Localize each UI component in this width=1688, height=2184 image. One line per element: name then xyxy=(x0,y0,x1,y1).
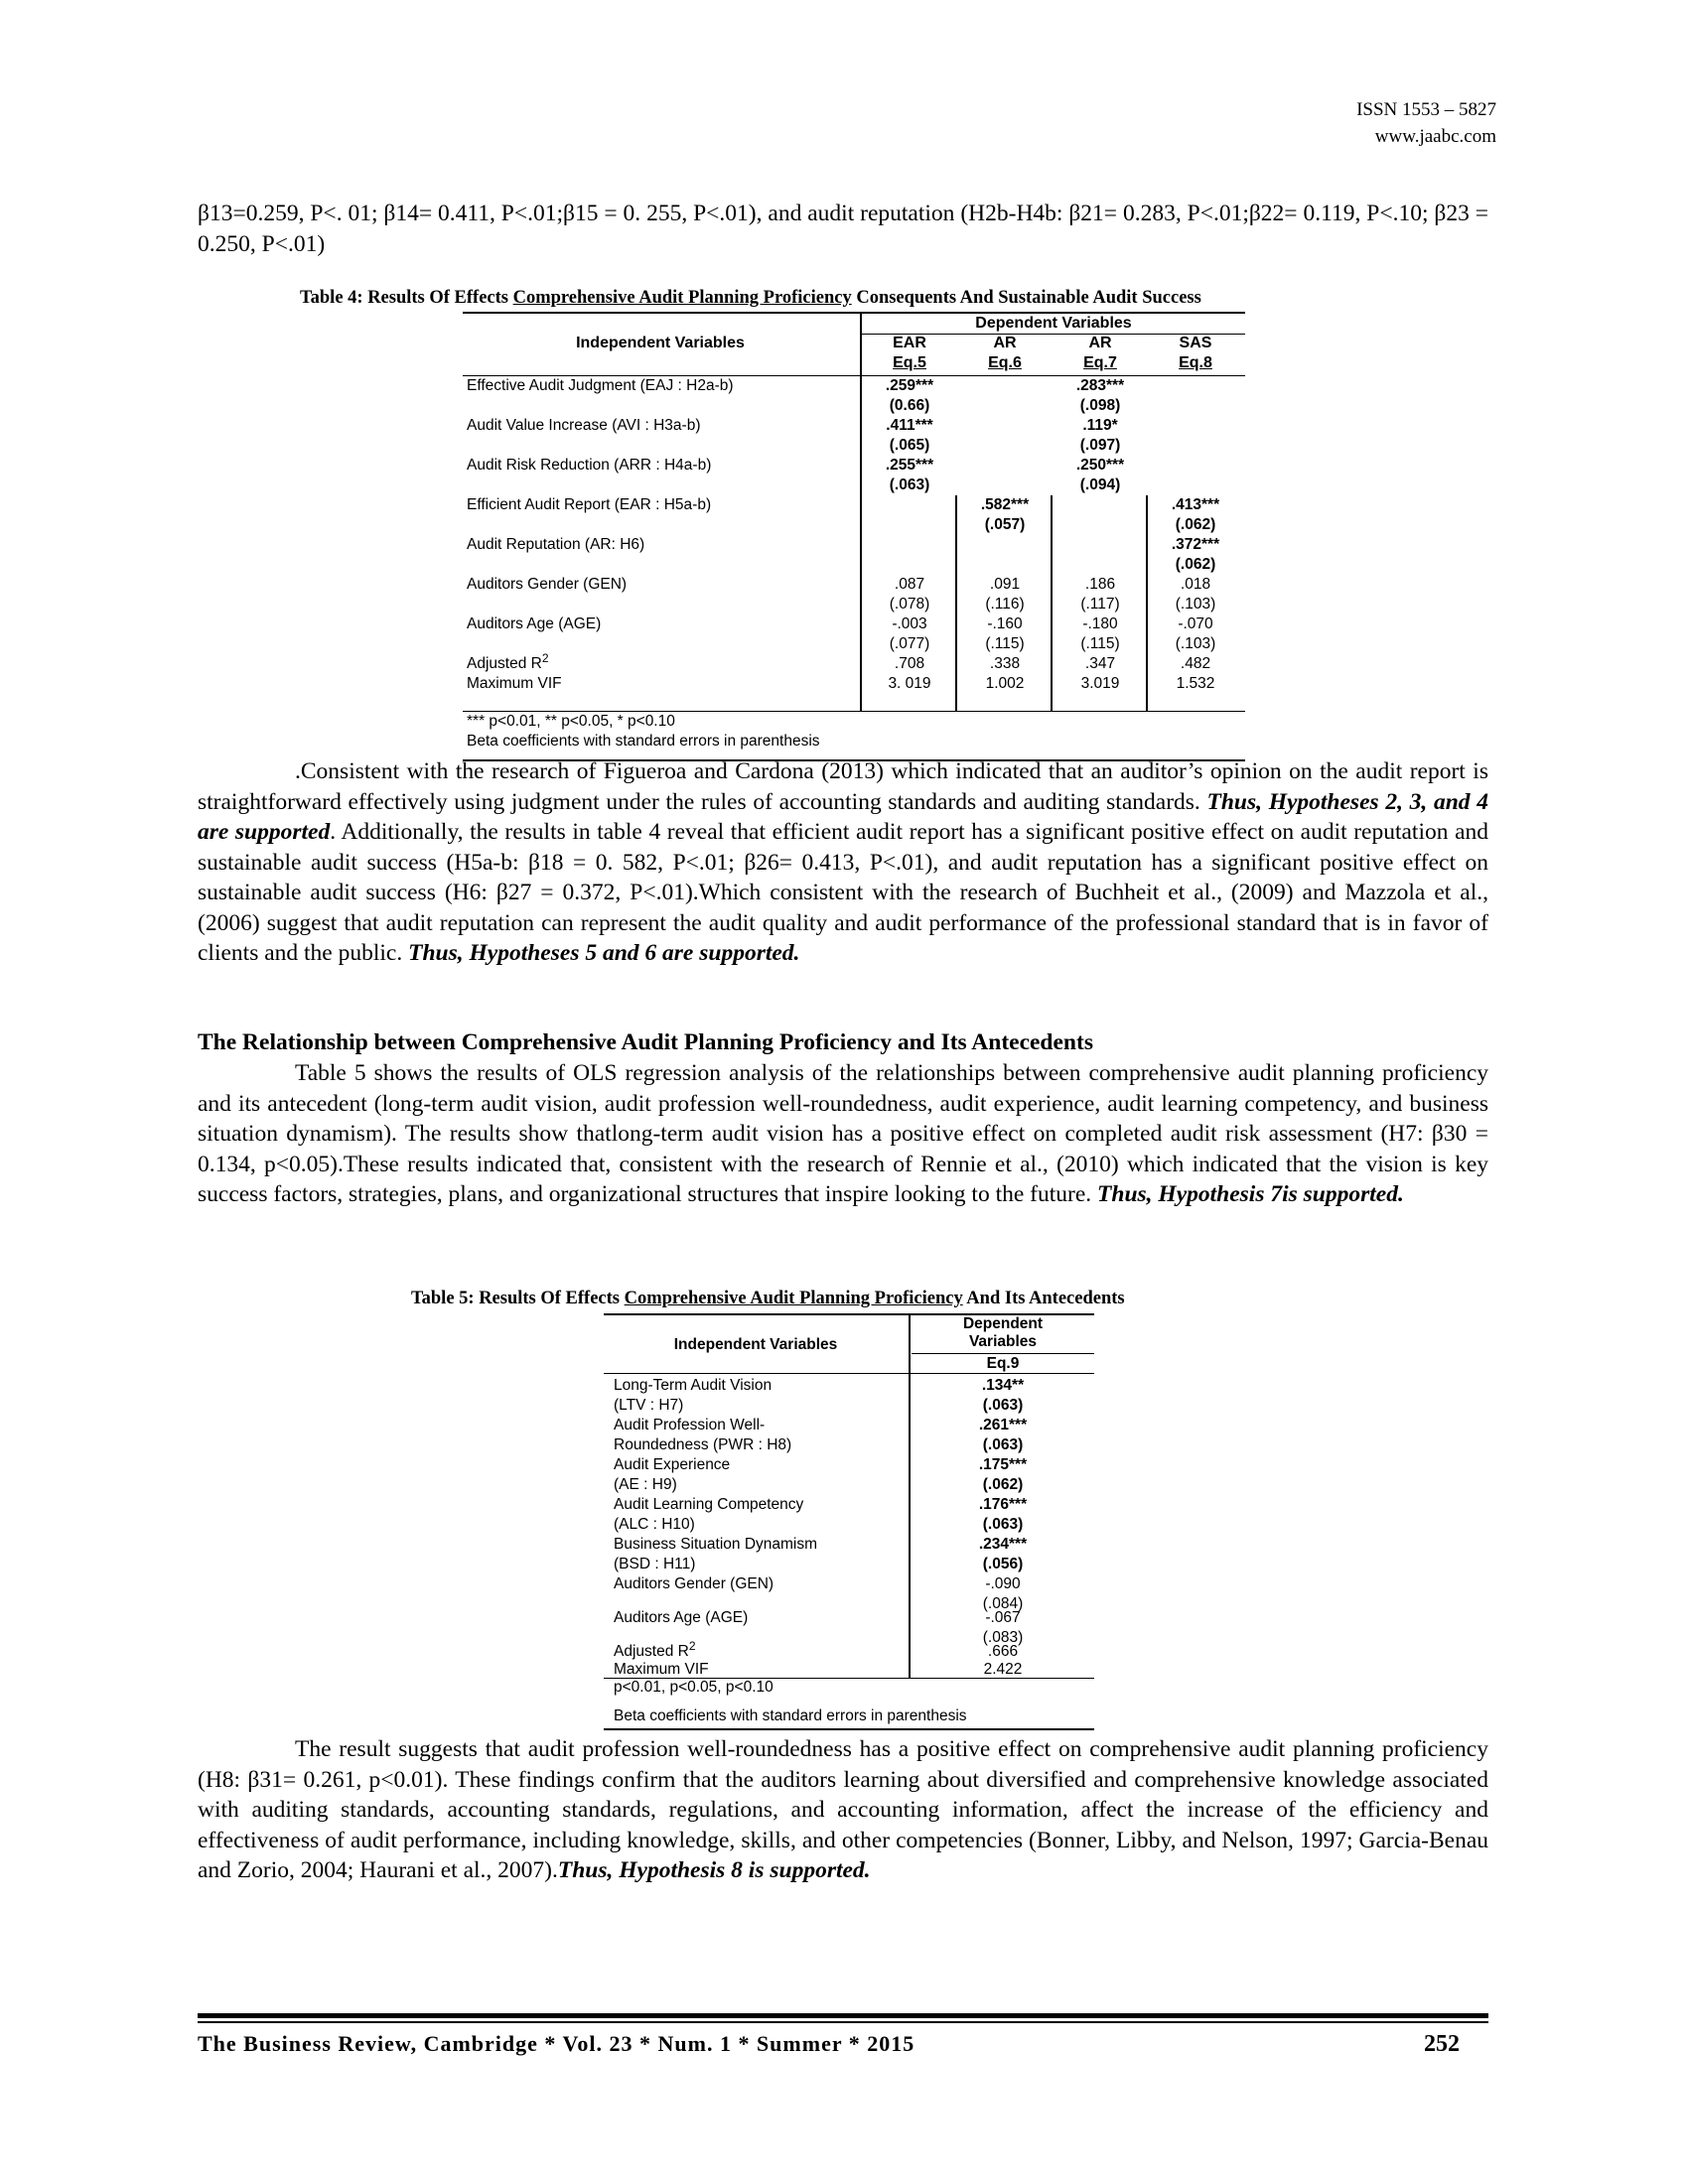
table5-divider xyxy=(909,1315,911,1373)
table4-cell: (.098) xyxy=(1079,397,1121,414)
table4-cell: .186 xyxy=(1084,576,1116,593)
table5-cell: .176*** (.063) xyxy=(978,1496,1028,1533)
footer-rule-thin xyxy=(198,2021,1488,2023)
table5 xyxy=(604,1313,1094,1730)
table4-divider xyxy=(860,314,862,375)
table5-note-significance: p<0.01, p<0.05, p<0.10 xyxy=(614,1679,774,1696)
table4-cell: (.077) xyxy=(889,635,930,652)
table5-iv-header: Independent Variables xyxy=(673,1336,838,1353)
table4-cell: .708 xyxy=(894,655,925,672)
table4-cell: (.057) xyxy=(984,516,1026,533)
table5-row-label: Auditors Gender (GEN) xyxy=(614,1575,774,1592)
table4-cell: .372*** xyxy=(1171,536,1220,553)
table4-col-header: AR Eq.6 xyxy=(988,335,1022,371)
top-paragraph xyxy=(198,199,1488,259)
table4-cell: (.062) xyxy=(1175,516,1216,533)
table4-cell: .283*** xyxy=(1075,377,1125,394)
table4-row-label: Audit Reputation (AR: H6) xyxy=(467,536,645,553)
table4-header xyxy=(463,314,1245,376)
table5-cell: 2.422 xyxy=(983,1661,1023,1678)
table4-caption xyxy=(300,288,1201,309)
table4-cell: .091 xyxy=(989,576,1021,593)
table5-cell: .134** (.063) xyxy=(981,1377,1025,1414)
section-paragraph: Table 5 shows the results of OLS regression analysis of the relationships between comprehensive audit planning proficiency and its antecedent (long-term audit vision, audit profession well-roundedness, audit experience, audit learning competency, and business situation dynamism). The results show thatlong-term audit vision has a positive effect on completed audit risk assessment (H7: β30 = 0.134, p<0.05).These results indicated that, consistent with the research of Rennie et al., (2010) which indicated that the vision is key success factors, strategies, plans, and organizational structures that inspire looking to the future. Thus, Hypothesis 7is supported. xyxy=(198,1060,1488,1207)
table4-row-label: Auditors Gender (GEN) xyxy=(467,576,628,593)
table5-cell: .234*** (.056) xyxy=(978,1536,1028,1572)
table4-cell: 1.532 xyxy=(1176,675,1215,692)
table5-row-label: Business Situation Dynamism (BSD : H11) xyxy=(614,1536,818,1572)
table4-notes xyxy=(463,712,1245,761)
table4-cell: (.065) xyxy=(889,437,930,454)
table4-cell: .482 xyxy=(1180,655,1211,672)
website-link[interactable]: www.jaabc.com xyxy=(1374,126,1496,147)
table4-iv-header: Independent Variables xyxy=(576,335,745,351)
table4-cell: .087 xyxy=(894,576,925,593)
table5-cell: -.067 (.083) xyxy=(982,1609,1024,1646)
table4-col-header: EAR Eq.5 xyxy=(893,335,926,371)
table4-cell: -.160 xyxy=(987,615,1023,632)
table4-cell: 3.019 xyxy=(1080,675,1120,692)
table5-cell: -.090 (.084) xyxy=(982,1575,1024,1612)
table4-cell: (.115) xyxy=(985,635,1025,652)
footer-journal-citation: The Business Review, Cambridge * Vol. 23 * Num. 1 * Summer * 2015 xyxy=(198,2031,915,2056)
table4-cell: .018 xyxy=(1180,576,1211,593)
table4-caption-prefix: Table 4: Results Of Effects xyxy=(300,288,513,308)
table5-header xyxy=(604,1315,1094,1374)
table5-cell: .175*** (.062) xyxy=(978,1456,1028,1493)
table4-cell: (.094) xyxy=(1079,477,1121,493)
table4-col-header: AR Eq.7 xyxy=(1083,335,1117,371)
table5-notes xyxy=(604,1679,1094,1730)
section-heading: The Relationship between Comprehensive Audit Planning Proficiency and Its Antecedents xyxy=(198,1029,1093,1055)
table4-row-label: Audit Risk Reduction (ARR : H4a-b) xyxy=(467,457,712,474)
table4-cell: -.003 xyxy=(892,615,927,632)
table4-dv-header: Dependent Variables xyxy=(862,314,1245,335)
page-number: 252 xyxy=(1424,2031,1460,2057)
table4-cell: .411*** xyxy=(886,417,933,434)
table5-eq-header: Eq.9 xyxy=(912,1353,1094,1374)
top-paragraph-text: β13=0.259, P<. 01; β14= 0.411, P<.01;β15 = 0. 255, P<.01), and audit reputation (H2b-H4b: β21= 0.283, P<.01;β22= 0.119, P<.10; β23 = 0.250, P<.01) xyxy=(198,201,1488,257)
table4-cell: (.116) xyxy=(985,596,1025,613)
paragraph-result: The result suggests that audit profession well-roundedness has a positive effect on comprehensive audit planning proficiency (H8: β31= 0.261, p<0.01). These findings confirm that the auditors learning about diversified and comprehensive knowledge associated with auditing standards, accounting standards, regulations, and accounting information, affect the increase of the efficiency and effectiveness of audit performance, including knowledge, skills, and other competencies (Bonner, Libby, and Nelson, 1997; Garcia-Benau and Zorio, 2004; Haurani et al., 2007).Thus, Hypothesis 8 is supported. xyxy=(198,1736,1488,1883)
table4-cell: (.115) xyxy=(1080,635,1120,652)
table4-row-label: Audit Value Increase (AVI : H3a-b) xyxy=(467,417,701,434)
table5-cell: .261*** (.063) xyxy=(978,1417,1028,1453)
table4-row-label: Effective Audit Judgment (EAJ : H2a-b) xyxy=(467,377,734,394)
table4 xyxy=(463,312,1245,761)
table4-cell: (.063) xyxy=(889,477,930,493)
table4-cell: .119* xyxy=(1082,417,1118,434)
table4-row-label: Adjusted $R^2$ xyxy=(467,651,549,672)
table4-cell: (.103) xyxy=(1175,635,1216,652)
table4-cell: 1.002 xyxy=(985,675,1025,692)
table4-row-label: Auditors Age (AGE) xyxy=(467,615,602,632)
table5-row-label: Maximum VIF xyxy=(614,1661,709,1678)
table5-row-label: Audit Profession Well- Roundedness (PWR : H8) xyxy=(614,1417,792,1453)
table5-dv-header: Dependent Variables xyxy=(962,1315,1044,1350)
table4-cell: 3. 019 xyxy=(888,675,931,692)
table5-cell: .666 xyxy=(987,1643,1019,1660)
table5-row-label: Auditors Age (AGE) xyxy=(614,1609,749,1626)
table4-cell: (.097) xyxy=(1079,437,1121,454)
table5-caption: Table 5: Results Of Effects Comprehensive Audit Planning Proficiency And Its Antecedents xyxy=(411,1289,1125,1308)
table4-cell: .250*** xyxy=(1075,457,1125,474)
table4-cell: -.070 xyxy=(1178,615,1213,632)
table5-note-beta: Beta coefficients with standard errors in parenthesis xyxy=(614,1707,967,1724)
table4-cell: .347 xyxy=(1084,655,1116,672)
table4-cell: (.117) xyxy=(1080,596,1120,613)
table4-cell: .413*** xyxy=(1171,496,1220,513)
table5-divider xyxy=(909,1374,911,1678)
table4-cell: (0.66) xyxy=(889,397,930,414)
table4-row-label: Efficient Audit Report (EAR : H5a-b) xyxy=(467,496,712,513)
footer-rule-thick xyxy=(198,2013,1488,2018)
table4-caption-underlined: Comprehensive Audit Planning Proficiency xyxy=(512,288,852,308)
table4-cell: .255*** xyxy=(885,457,934,474)
table4-cell: .338 xyxy=(989,655,1021,672)
table5-row-label: Long-Term Audit Vision (LTV : H7) xyxy=(614,1377,773,1414)
table4-row-label: Maximum VIF xyxy=(467,675,562,692)
table4-cell: -.180 xyxy=(1082,615,1118,632)
page-header xyxy=(1356,96,1496,150)
paragraph-consistent: .Consistent with the research of Figueroa and Cardona (2013) which indicated that an auditor’s opinion on the audit report is straightforward effectively using judgment under the rules of accounting standards and auditing standards. Thus, Hypotheses 2, 3, and 4 are supported. Additionally, the results in table 4 reveal that efficient audit report has a significant positive effect on audit reputation and sustainable audit success (H5a-b: β18 = 0. 582, P<.01; β26= 0.413, P<.01), and audit reputation has a significant positive effect on sustainable audit success (H6: β27 = 0.372, P<.01).Which consistent with the research of Buchheit et al., (2009) and Mazzola et al., (2006) suggest that audit reputation can represent the audit quality and audit performance of the professional standard that is in favor of clients and the public. Thus, Hypotheses 5 and 6 are supported. xyxy=(198,758,1488,966)
table4-cell: (.103) xyxy=(1175,596,1216,613)
table4-cell: (.062) xyxy=(1175,556,1216,573)
table4-caption-suffix: Consequents And Sustainable Audit Success xyxy=(851,288,1201,308)
table5-row-label: Audit Learning Competency (ALC : H10) xyxy=(614,1496,804,1533)
table5-row-label: Adjusted $R^2$ xyxy=(614,1639,696,1660)
table4-note-significance: *** p<0.01, ** p<0.05, * p<0.10 xyxy=(467,713,675,730)
table4-body xyxy=(463,376,1245,712)
table4-note-beta: Beta coefficients with standard errors in parenthesis xyxy=(467,733,820,750)
table5-body xyxy=(604,1374,1094,1679)
issn-text: ISSN 1553 – 5827 xyxy=(1356,99,1496,120)
table4-cell: .582*** xyxy=(980,496,1030,513)
table5-row-label: Audit Experience (AE : H9) xyxy=(614,1456,731,1493)
table4-col-header: SAS Eq.8 xyxy=(1179,335,1212,371)
table4-cell: .259*** xyxy=(885,377,934,394)
table4-cell: (.078) xyxy=(889,596,930,613)
